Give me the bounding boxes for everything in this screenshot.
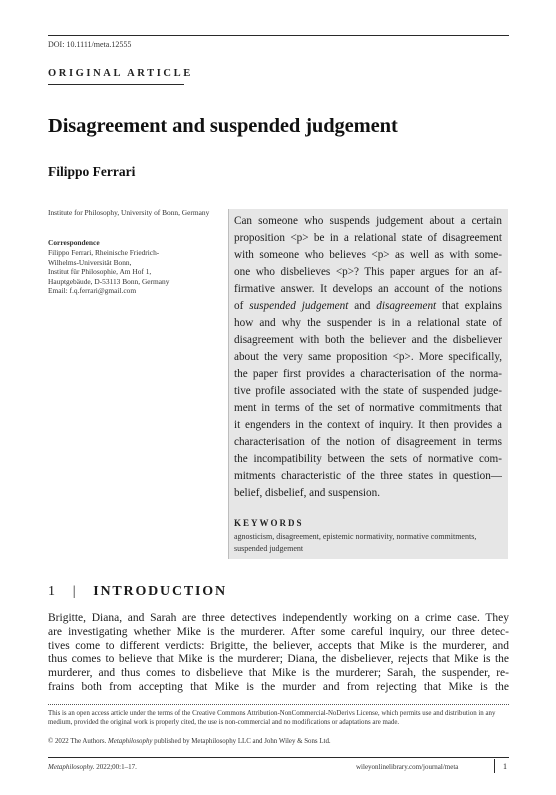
- copyright-prefix: © 2022 The Authors.: [48, 738, 109, 745]
- abstract-line: with someone who believes <p> as well as with some-: [234, 249, 502, 261]
- body-line: tives come to different verdicts: Brigitte, the believer, accepts that Mike is the murderer, and: [48, 639, 509, 652]
- copyright-journal: Metaphilosophy: [108, 738, 153, 745]
- abstract-line: tive profile associated with the state of suspended judge-: [234, 385, 502, 397]
- journal-details: 2022;00:1–17.: [94, 763, 137, 771]
- abstract-line: characterisation of the notion of disagreement in terms: [234, 436, 502, 448]
- author-name: Filippo Ferrari: [48, 164, 136, 179]
- abstract-line: it engenders in the context of inquiry. It then provides a: [234, 419, 502, 431]
- keywords-heading: KEYWORDS: [234, 518, 304, 528]
- correspondence-heading: Correspondence: [48, 238, 100, 247]
- body-line: Brigitte, Diana, and Sarah are three detectives independently working on a crime case. They: [48, 612, 509, 624]
- article-type-underline: [48, 84, 184, 85]
- term-disagreement: disagreement: [376, 300, 437, 312]
- abstract-line: mitments characteristic of the three states in question—: [234, 470, 502, 482]
- author-affiliation: Institute for Philosophy, University of Bonn, Germany: [48, 208, 210, 217]
- abstract-text-and: and: [348, 300, 377, 312]
- abstract-line: Can someone who suspends judgement about a certain: [234, 215, 502, 227]
- term-suspended-judgement: suspended judgement: [249, 300, 349, 312]
- footer-rule: [48, 757, 509, 758]
- body-line: thus comes to believe that Mike is the murderer; Diana, the disbeliever, rejects that Mike is the: [48, 653, 509, 666]
- article-type-label: ORIGINAL ARTICLE: [48, 68, 193, 79]
- body-line: are investigating whether Mike is the murderer. After some careful inquiry, our three detec-: [48, 625, 509, 638]
- abstract-line: the incompatibility between the sets of normative com-: [234, 453, 502, 465]
- section-separator: |: [72, 584, 78, 599]
- page-number-divider: [494, 759, 495, 773]
- abstract-text-explains: that explains: [436, 300, 502, 312]
- abstract-line: ment in terms of the set of normative commitments that: [234, 402, 502, 414]
- section-heading-introduction: [48, 584, 227, 600]
- article-title: Disagreement and suspended judgement: [48, 115, 398, 137]
- section-number: 1: [48, 584, 57, 599]
- abstract-line-emphasis: [234, 298, 502, 315]
- body-line: murderer, and thus comes to disbelieve that Mike is the murderer; Sarah, the suspender, re-: [48, 667, 509, 680]
- abstract-text-of: of: [234, 300, 250, 312]
- journal-name: Metaphilosophy.: [48, 763, 95, 771]
- introduction-paragraph: [48, 612, 509, 695]
- section-title: INTRODUCTION: [93, 584, 227, 599]
- journal-url[interactable]: wileyonlinelibrary.com/journal/meta: [356, 763, 459, 771]
- abstract-line: about the very same proposition <p>. More specifically,: [234, 351, 502, 363]
- keywords-list: agnosticism, disagreement, epistemic normativity, normative commitments, suspended judgement: [234, 532, 477, 553]
- abstract-line: belief, disbelief, and suspension.: [234, 487, 381, 499]
- abstract-line: firmative answer. It develops an account of the notions: [234, 283, 502, 295]
- abstract-line: how and why the suspender is in a relational state of: [234, 317, 502, 329]
- abstract-text: [234, 213, 502, 502]
- license-notice: This is an open access article under the terms of the Creative Commons Attribution-NonCommercial-NoDerivs License, which permits use and distribution in any medium, provided the original work is properly cited, the use is non-commercial and no modifications or adaptations are made.: [48, 710, 496, 727]
- footnote-divider: [48, 704, 509, 705]
- body-line: frains both from accepting that Mike is the murder and from rejecting that Mike is the: [48, 680, 509, 693]
- top-rule: [48, 35, 509, 36]
- abstract-line: the paper first provides a characterisation of the norma-: [234, 368, 502, 380]
- abstract-line: proposition <p> be in a relational state of disagreement: [234, 232, 502, 244]
- copyright-suffix: published by Metaphilosophy LLC and John Wiley & Sons Ltd.: [152, 738, 331, 745]
- copyright-notice: [48, 738, 331, 745]
- abstract-line: disagreement with both the believer and the disbeliever: [234, 334, 502, 346]
- page-number: 1: [503, 762, 507, 771]
- correspondence-details: Filippo Ferrari, Rheinische Friedrich- Wilhelms-Universität Bonn, Institut für Philosophie, Am Hof 1, Hauptgebäude, D-53113 Bonn, Germany Email: f.q.ferrari@gmail.com: [48, 248, 170, 295]
- doi[interactable]: DOI: 10.1111/meta.12555: [48, 40, 132, 49]
- journal-citation: [48, 763, 137, 771]
- abstract-line: one who disbelieves <p>? This paper argues for an af-: [234, 266, 502, 278]
- abstract-left-border: [228, 209, 229, 559]
